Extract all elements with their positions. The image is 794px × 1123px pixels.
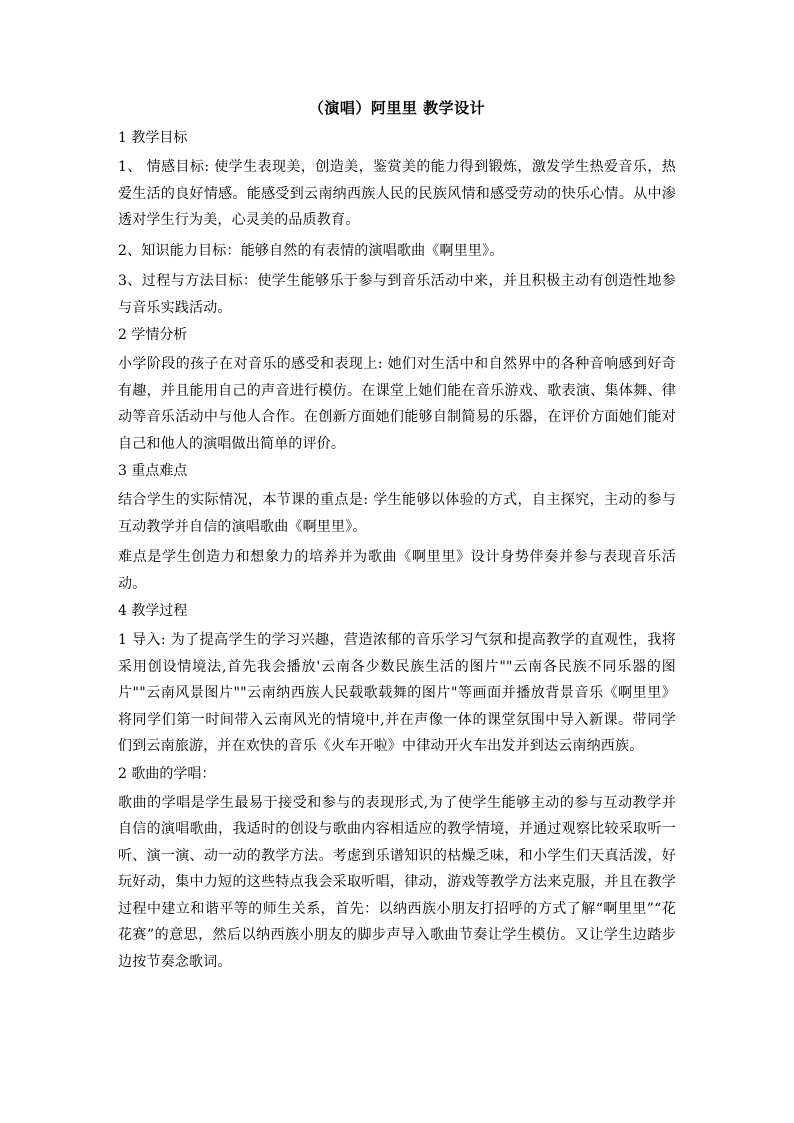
paragraph: 难点是学生创造力和想象力的培养并为歌曲《啊里里》设计身势伴奏并参与表现音乐活动。 [118, 549, 676, 592]
paragraph: 结合学生的实际情况，本节课的重点是: 学生能够以体验的方式，自主探究，主动的参与互动教学并自信的演唱歌曲《啊里里》。 [118, 492, 676, 535]
section-heading: 4 教学过程 [118, 603, 188, 619]
section-heading: 1 教学目标 [118, 130, 188, 146]
paragraph: 小学阶段的孩子在对音乐的感受和表现上: 她们对生活中和自然界中的各种音响感到好奇有趣，并且能用自己的声音进行模仿。在课堂上她们能在音乐游戏、歌表演、集体舞、律动等音乐活动中与他人合作。在创新方面她们能够自制简易的乐器，在评价方面她们能对自己和他人的演唱做出简单的评价。 [118, 356, 676, 452]
section-teaching-process [118, 601, 676, 760]
paragraph: 3、过程与方法目标：使学生能够乐于参与到音乐活动中来，并且积极主动有创造性地参与音乐实践活动。 [118, 273, 676, 316]
section-heading: 2 歌曲的学唱： [118, 765, 216, 782]
section-song-learning [118, 764, 676, 976]
paragraph: 2、知识能力目标：能够自然的有表情的演唱歌曲《啊里里》。 [118, 242, 504, 259]
document-title: （演唱）阿里里 教学设计 [308, 99, 486, 117]
section-teaching-objectives [118, 128, 676, 321]
section-learner-analysis [118, 325, 676, 457]
paragraph: 1 导入: 为了提高学生的学习兴趣，营造浓郁的音乐学习气氛和提高教学的直观性，我将采用创设情境法,首先我会播放'云南各少数民族生活的图片""云南各民族不同乐器的图片""云南风景图片""云南纳西族人民载歌载舞的图片"等画面并播放背景音乐《啊里里》将同学们第一时间带入云南风光的情境中,并在声像一体的课堂氛围中导入新课。带同学们到云南旅游，并在欢快的音乐《火车开啦》中律动开火车出发并到达云南纳西族。 [118, 632, 676, 754]
document-page [118, 98, 676, 979]
section-heading: 3 重点难点 [118, 463, 188, 479]
section-heading: 2 学情分析 [118, 327, 188, 343]
section-key-difficulties [118, 461, 676, 597]
paragraph: 歌曲的学唱是学生最易于接受和参与的表现形式,为了使学生能够主动的参与互动教学并自信的演唱歌曲，我适时的创设与歌曲内容相适应的教学情境，并通过观察比较采取听一听、演一演、动一动的教学方法。考虑到乐谱知识的枯燥乏味，和小学生们天真活泼，好玩好动，集中力短的这些特点我会采取听唱，律动，游戏等教学方法来克服，并且在教学过程中建立和谐平等的师生关系，首先：以纳西族小朋友打招呼的方式了解“啊里里”“花花赛”的意思，然后以纳西族小朋友的脚步声导入歌曲节奏让学生模仿。又让学生边踏步边按节奏念歌词。 [118, 794, 676, 970]
paragraph: 1、 情感目标: 使学生表现美，创造美，鉴赏美的能力得到锻炼，激发学生热爱音乐，热爱生活的良好情感。能感受到云南纳西族人民的民族风情和感受劳动的快乐心情。从中渗透对学生行为美，心灵美的品质教育。 [118, 159, 676, 228]
